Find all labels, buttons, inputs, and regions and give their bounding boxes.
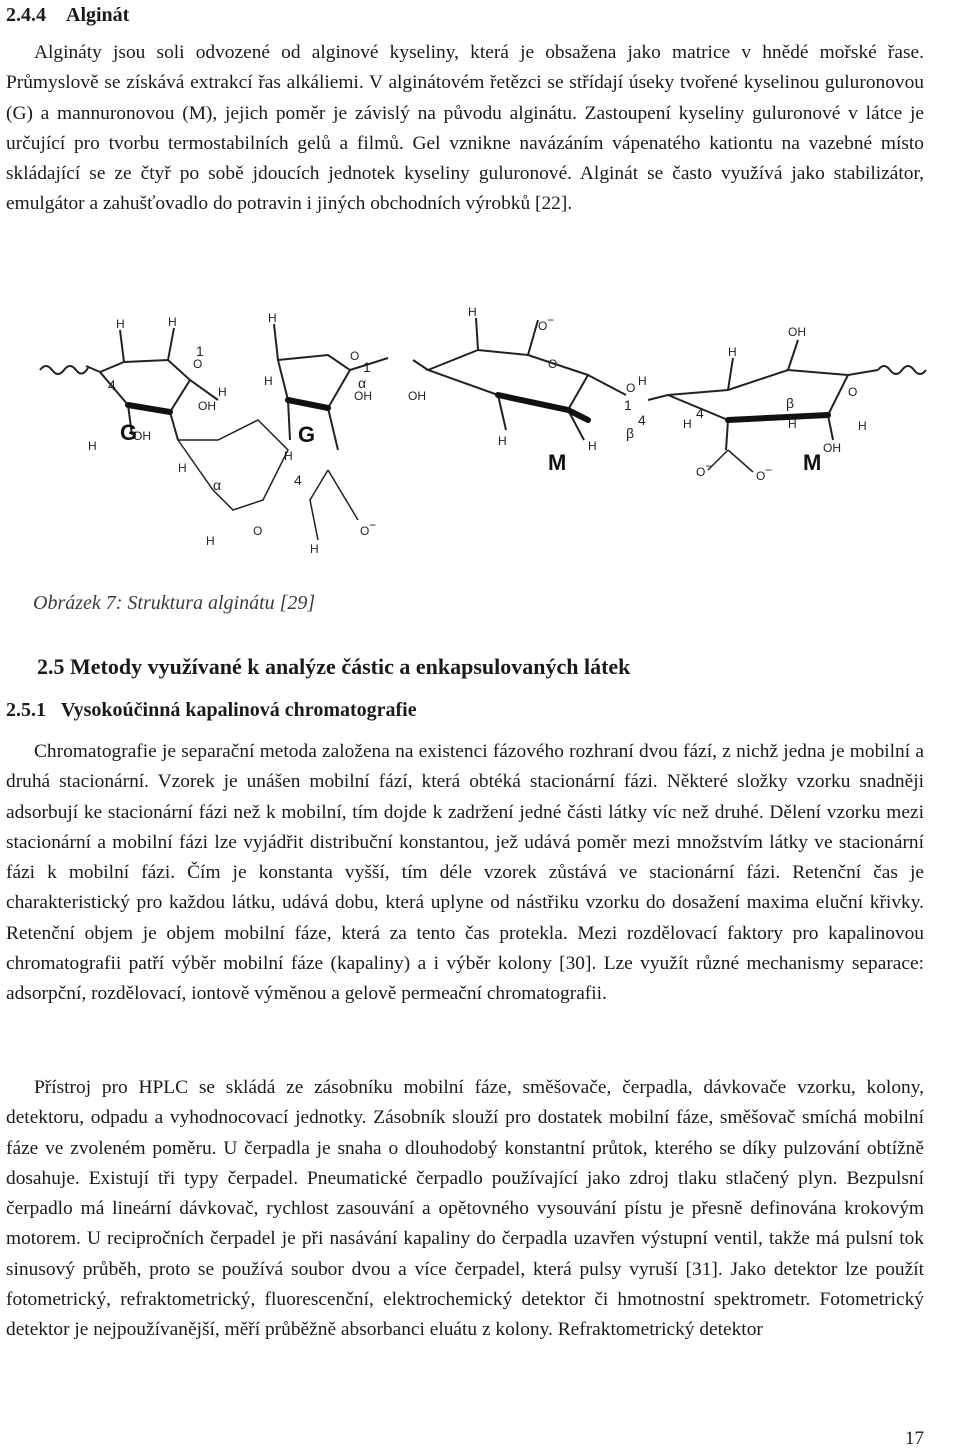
atom-label: H	[218, 385, 227, 399]
atom-label: H	[468, 305, 477, 319]
atom-label: H	[178, 461, 187, 475]
atom-label: H	[683, 417, 692, 431]
atom-label: OH	[788, 325, 806, 339]
atom-label: OH	[354, 389, 372, 403]
atom-label: O	[696, 465, 706, 479]
atom-label: H	[588, 439, 597, 453]
atom-label: O	[848, 385, 858, 399]
atom-label: H	[168, 315, 177, 329]
unit-label-g: G	[120, 420, 138, 445]
atom-label: OH	[133, 429, 151, 443]
atom-label: OH	[823, 441, 841, 455]
figure-caption: Obrázek 7: Struktura alginátu [29]	[33, 592, 316, 614]
anomer-label: β	[786, 395, 795, 411]
atom-label: H	[310, 542, 319, 556]
atom-label: O	[756, 469, 766, 483]
anomer-label: α	[213, 477, 222, 493]
unit-label-g: G	[298, 422, 316, 447]
anomer-label: β	[626, 425, 635, 441]
alginate-structure-diagram	[28, 300, 958, 562]
atom-label: OH	[198, 399, 216, 413]
atom-label: H	[284, 449, 293, 463]
section-heading-2-4-4: 2.4.4 Alginát	[6, 4, 130, 26]
alginate-structure-figure	[28, 300, 958, 562]
atom-label: H	[116, 317, 125, 331]
atom-label: −	[369, 518, 377, 532]
carbon-number-label: 4	[108, 377, 116, 393]
atom-label: H	[88, 439, 97, 453]
unit-label-m: M	[548, 450, 567, 475]
atom-label: H	[788, 417, 797, 431]
carbon-number-label: 1	[196, 343, 204, 359]
atom-label: −	[547, 313, 555, 327]
atom-label: −	[705, 459, 713, 473]
carbon-number-label: 4	[638, 412, 646, 428]
carbon-number-label: 4	[294, 472, 302, 488]
atom-label: H	[498, 434, 507, 448]
atom-label: O	[626, 381, 636, 395]
atom-label: O	[350, 349, 360, 363]
section-heading-2-5-1: 2.5.1 Vysokoúčinná kapalinová chromatografie	[6, 699, 417, 721]
atom-label: −	[765, 463, 773, 477]
atom-label: O	[538, 319, 548, 333]
atom-label: H	[206, 534, 215, 548]
paragraph-chromatografie: Chromatografie je separační metoda založena na existenci fázového rozhraní dvou fází, z nichž jedna je mobilní a druhá stacionární. Vzorek je unášen mobilní fází, která obtéká stacionární fázi. Některé složky vzorku snadněji adsorbují ke stacionární fázi než k mobilní, tím dojde k zadržení jedné části látky víc než druhé. Dělení vzorku mezi stacionární a mobilní fázi lze vyjádřit distribuční konstantou, jež udává poměr mezi množstvím látky ve stacionární fázi k mobilní fázi. Čím je konstanta vyšší, tím déle vzorek zůstává ve stacionární fázi. Retenční čas je charakteristický pro každou látku, udává dobu, která uplyne od nástřiku vzorku do dosažení maxima eluční křivky. Retenční objem je objem mobilní fáze, která za tento čas protekla. Mezi rozdělovací faktory pro kapalinovou chromatografii patří výběr mobilní fáze (kapaliny) a i výběr kolony [30]. Lze využít různé mechanismy separace: adsorpční, rozdělovací, iontově výměnou a gelově permeační chromatografii.	[6, 741, 924, 1005]
chain-wave-right	[878, 366, 926, 374]
paragraph-alginat: Algináty jsou soli odvozené od alginové kyseliny, která je obsažena jako matrice v hnědé mořské řase. Průmyslově se získává extrakcí řas alkáliemi. V alginátovém řetězci se střídají úseky tvořené kyselinou guluronovou (G) a mannuronovou (M), jejich poměr je závislý na původu alginátu. Zastoupení kyseliny guluronové v látce je určující pro tvorbu termostabilních gelů a filmů. Gel vznikne navázáním vápenatého kationtu na vazebné místo skládající se ze čtyř po sobě jdoucích jednotek kyseliny guluronové. Alginát se často využívá jako stabilizátor, emulgátor a zahušťovadlo do potravin i jiných obchodních výrobků [22].	[6, 42, 924, 215]
page-number: 17	[905, 1428, 924, 1449]
atom-label: H	[264, 374, 273, 388]
paragraph-hplc-pristroj: Přístroj pro HPLC se skládá ze zásobníku mobilní fáze, směšovače, čerpadla, dávkovače vzorku, kolony, detektoru, odpadu a vyhodnocovací jednotky. Zásobník slouží pro dostatek mobilní fáze, směšovač smíchá mobilní fáze ve zvoleném poměru. U čerpadla je snaha o dlouhodobý konstantní průtok, kterého se díky pulzování obtížně dosahuje. Existují tři typy čerpadel. Pneumatické čerpadlo používající jako zdroj tlaku stlačený plyn. Bezpulsní čerpadlo má lineární dávkovač, rychlost zasouvání a opětovného vysouvání pístu je přesně definována krokovým motorem. U recipročních čerpadel je při nasávání kapaliny do čerpadla uzavřen výstupní ventil, takže má pulsní tok sinusový průběh, proto se používá soubor dvou a více čerpadel, která pulsy vyruší [31]. Jako detektor lze použít fotometrický, refraktometrický, fluorescenční, elektrochemický detektor či hmotnostní spektrometr. Fotometrický detektor je nejpoužívanější, měří průběžně absorbanci eluátu z kolony. Refraktometrický detektor	[6, 1077, 924, 1341]
atom-label: H	[858, 419, 867, 433]
atom-label: O	[360, 524, 370, 538]
ring-m1	[428, 350, 588, 410]
section-heading-2-5: 2.5 Metody využívané k analýze částic a enkapsulovaných látek	[37, 654, 631, 679]
atom-label: H	[268, 311, 277, 325]
anomer-label: α	[358, 375, 367, 391]
atom-label: OH	[408, 389, 426, 403]
atom-label: O	[253, 524, 263, 538]
atom-label: O	[548, 357, 558, 371]
carbon-number-label: 4	[696, 405, 704, 421]
atom-label: O	[193, 357, 203, 371]
atom-label: H	[728, 345, 737, 359]
carbon-number-label: 1	[624, 397, 632, 413]
unit-label-m: M	[803, 450, 822, 475]
carbon-number-label: 1	[363, 359, 371, 375]
atom-label: H	[638, 374, 647, 388]
chain-wave-left	[40, 366, 88, 374]
